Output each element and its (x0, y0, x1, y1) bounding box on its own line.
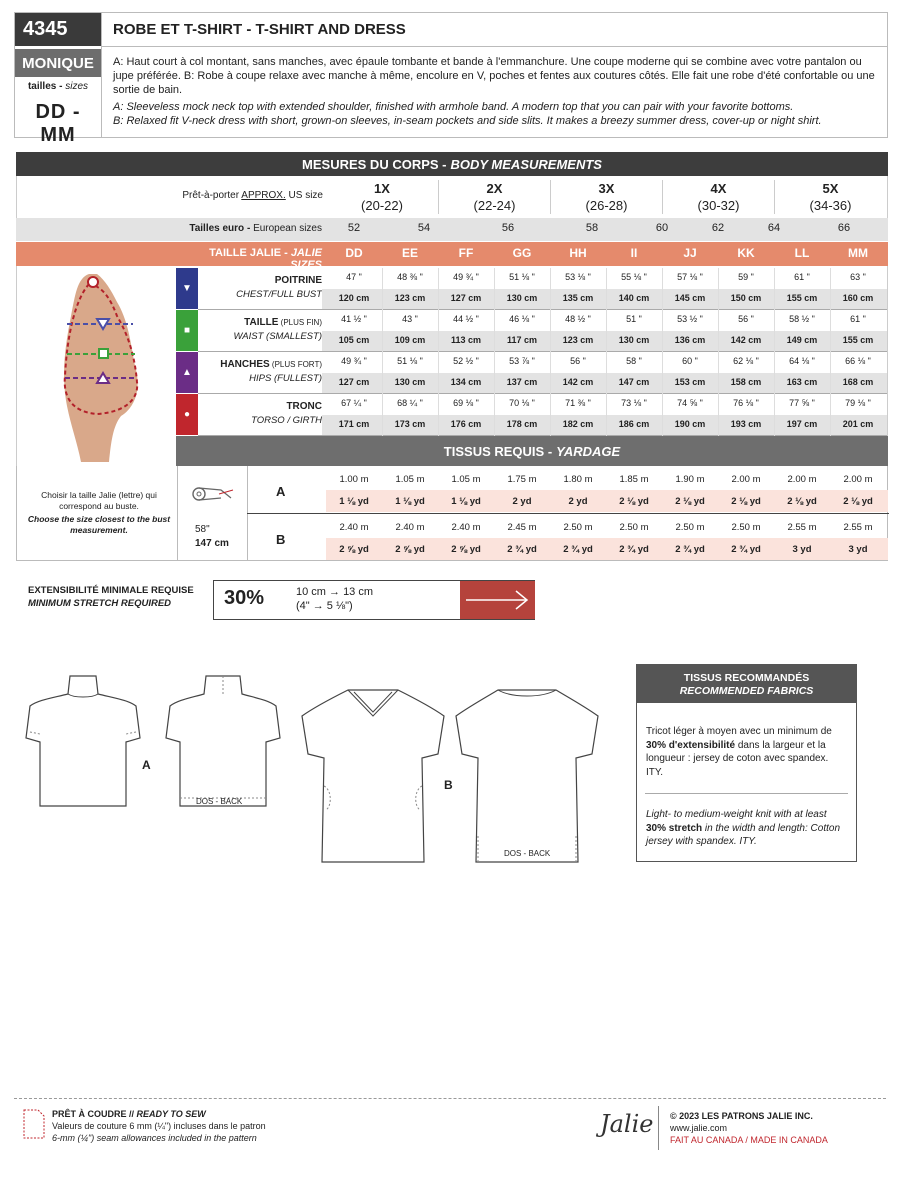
pattern-number: 4345 (15, 13, 101, 46)
inch-value: 43 " (402, 314, 418, 324)
cm-value: 130 cm (506, 293, 538, 303)
header-divider (101, 13, 102, 137)
yardage-yd: 2 ⅛ yd (787, 496, 817, 507)
fabrics-title-fr: TISSUS RECOMMANDÉS (683, 672, 810, 684)
inch-value: 51 " (626, 314, 642, 324)
stretch-values (296, 585, 373, 613)
inch-value: 53 ⅛ " (565, 272, 591, 282)
euro-size-52: 52 (347, 222, 361, 234)
body-figure-svg (17, 266, 177, 466)
inch-value: 68 ¼ " (397, 398, 423, 408)
size-range: DD - MM (35, 101, 81, 146)
fabric-width-in: 58" (195, 524, 210, 535)
cm-value: 186 cm (618, 419, 650, 429)
yardage-m: 2.50 m (563, 522, 593, 533)
column-divider (718, 268, 719, 436)
cm-value: 158 cm (730, 377, 762, 387)
row-name-fr: TAILLE (PLUS FIN) (244, 317, 322, 328)
jalie-logo: Jalie (600, 1110, 654, 1138)
row-name-en: WAIST (SMALLEST) (233, 331, 322, 342)
yardage-m: 1.90 m (675, 474, 705, 485)
yardage-m: 1.05 m (451, 474, 481, 485)
us-size-3X (550, 180, 662, 214)
drawing-view-b-back (452, 686, 602, 871)
yardage-m: 1.85 m (619, 474, 649, 485)
sizes-label: tailles - sizes (27, 81, 89, 92)
yardage-yd: 2 ¾ yd (675, 544, 705, 555)
fabrics-box (636, 664, 857, 862)
stretch-cm: 10 cm → 13 cm (296, 586, 374, 598)
yardage-yd: 2 ⅛ yd (675, 496, 705, 507)
column-divider (774, 268, 775, 436)
us-size-1X (326, 180, 438, 214)
cm-value: 136 cm (674, 335, 706, 345)
euro-size-56: 56 (501, 222, 515, 234)
yardage-yd: 1 ⅛ yd (395, 496, 425, 507)
cm-value: 145 cm (674, 293, 706, 303)
us-size-value: 5X (822, 181, 839, 196)
cm-value: 149 cm (786, 335, 818, 345)
us-size-value: 3X (598, 181, 615, 196)
yardage-m: 2.45 m (507, 522, 537, 533)
row-symbol-icon: ■ (176, 310, 198, 351)
pattern-header (14, 12, 888, 146)
inch-value: 71 ⅜ " (565, 398, 591, 408)
yardage-yd: 1 ⅛ yd (451, 496, 481, 507)
yardage-m: 1.05 m (395, 474, 425, 485)
inch-value: 74 ⅝ " (677, 398, 703, 408)
pattern-title: ROBE ET T-SHIRT - T-SHIRT AND DRESS (113, 21, 406, 38)
row-name-en: CHEST/FULL BUST (236, 289, 322, 300)
cm-value: 109 cm (394, 335, 426, 345)
yardage-m: 2.50 m (731, 522, 761, 533)
stretch-gauge (213, 580, 535, 620)
yardage-yd: 2 yd (568, 496, 588, 507)
cm-value: 155 cm (842, 335, 874, 345)
jalie-size-label: TAILLE JALIE - JALIE SIZES (209, 247, 322, 271)
inch-value: 48 ⅜ " (397, 272, 423, 282)
yardage-m: 1.00 m (339, 474, 369, 485)
column-divider (606, 268, 607, 436)
arrow-right-icon (460, 581, 535, 619)
inch-value: 60 " (682, 356, 698, 366)
inch-value: 61 " (850, 314, 866, 324)
jalie-size-II: II (630, 246, 638, 260)
cm-value: 130 cm (618, 335, 650, 345)
row-label-0 (198, 274, 322, 302)
euro-size-58: 58 (585, 222, 599, 234)
view-b-label: B (444, 778, 453, 792)
cm-value: 127 cm (338, 377, 370, 387)
jalie-size-MM: MM (848, 246, 868, 260)
yardage-yd: 2 yd (512, 496, 532, 507)
drawing-view-a-front (18, 672, 148, 817)
cm-value: 150 cm (730, 293, 762, 303)
stretch-percent: 30% (224, 587, 265, 609)
euro-size-60: 60 (655, 222, 669, 234)
back-label-b: DOS - BACK (504, 849, 551, 858)
inch-value: 76 ⅛ " (733, 398, 759, 408)
footer-company (670, 1110, 828, 1146)
us-size-range: (22-24) (473, 198, 516, 213)
inch-value: 57 ⅛ " (677, 272, 703, 282)
jalie-size-FF: FF (458, 246, 474, 260)
footer-vdivider (658, 1106, 659, 1150)
inch-value: 62 ⅛ " (733, 356, 759, 366)
inch-value: 46 ⅛ " (509, 314, 535, 324)
cm-value: 201 cm (842, 419, 874, 429)
cm-value: 147 cm (618, 377, 650, 387)
measurements-title: MESURES DU CORPS - BODY MEASUREMENTS (16, 152, 888, 176)
cm-value: 178 cm (506, 419, 538, 429)
instructions-fr: Choisir la taille Jalie (lettre) qui correspond au buste. (41, 490, 157, 511)
jalie-size-GG: GG (512, 246, 532, 260)
yardage-instructions (27, 490, 171, 536)
inch-value: 44 ½ " (453, 314, 479, 324)
inch-value: 41 ½ " (341, 314, 367, 324)
yardage-yd: 2 ⅛ yd (843, 496, 873, 507)
row-label-3 (198, 400, 322, 428)
yardage-yd: 1 ⅛ yd (339, 496, 369, 507)
inch-value: 69 ⅛ " (453, 398, 479, 408)
made-in-canada: FAIT AU CANADA / MADE IN CANADA (670, 1135, 828, 1145)
row-symbol-icon: ▲ (176, 352, 198, 393)
jalie-size-EE: EE (401, 246, 418, 260)
cm-value: 176 cm (450, 419, 482, 429)
cm-value: 155 cm (786, 293, 818, 303)
euro-size-label: Tailles euro - European sizes (189, 223, 322, 234)
pattern-description (113, 55, 883, 131)
row-label-1 (198, 316, 322, 344)
row-name-en: TORSO / GIRTH (251, 415, 322, 426)
column-divider (662, 268, 663, 436)
yardage-yd: 2 ¾ yd (619, 544, 649, 555)
row-divider (198, 435, 888, 436)
description-fr: A: Haut court à col montant, sans manches, avec épaule tombante et bande à l'emmanchure. Une coupe moderne qui se combine avec votre pantalon ou jupe préférée. B: Robe à coupe relaxe avec manche à même, encolure en V, poches et fentes aux coutures côtés. Elle fait une robe d'été confortable ou une sortie de bain. (113, 56, 875, 96)
cm-value: 117 cm (506, 335, 538, 345)
body-figure (16, 266, 176, 466)
fabric-roll-icon (191, 484, 235, 509)
row-divider (198, 351, 888, 352)
cm-value: 134 cm (450, 377, 482, 387)
inch-value: 51 ⅛ " (397, 356, 423, 366)
pattern-name: MONIQUE (15, 49, 101, 77)
cm-value: 140 cm (618, 293, 650, 303)
jalie-size-DD: DD (345, 246, 363, 260)
cm-value: 160 cm (842, 293, 874, 303)
description-en-a: A: Sleeveless mock neck top with extended shoulder, finished with armhole band. A modern top that you can pair with your favorite bottoms. (113, 101, 794, 113)
yardage-m: 2.55 m (787, 522, 817, 533)
inch-value: 79 ⅛ " (845, 398, 871, 408)
inch-value: 49 ¾ " (341, 356, 367, 366)
fabric-width-cm: 147 cm (195, 538, 229, 549)
yardage-m: 2.40 m (339, 522, 369, 533)
yardage-m: 2.40 m (451, 522, 481, 533)
inch-value: 73 ⅛ " (621, 398, 647, 408)
inch-value: 51 ⅛ " (509, 272, 535, 282)
yardage-m: 2.50 m (675, 522, 705, 533)
cm-value: 120 cm (338, 293, 370, 303)
drawing-view-b-front (298, 686, 448, 871)
inch-value: 52 ½ " (453, 356, 479, 366)
instructions-en: Choose the size closest to the bust measurement. (27, 514, 171, 535)
inch-value: 53 ⅞ " (509, 356, 535, 366)
inch-value: 63 " (850, 272, 866, 282)
jalie-size-LL: LL (794, 246, 810, 260)
column-divider (494, 268, 495, 436)
cm-value: 182 cm (562, 419, 594, 429)
cm-value: 135 cm (562, 293, 594, 303)
yardage-view-B: B (276, 532, 286, 547)
yardage-row-divider (247, 513, 889, 514)
yardage-yd: 2 ¾ yd (507, 544, 537, 555)
us-size-value: 2X (486, 181, 503, 196)
yardage-yd: 2 ¾ yd (731, 544, 761, 555)
yardage-yd: 2 ¾ yd (563, 544, 593, 555)
yardage-yd: 2 ⅛ yd (731, 496, 761, 507)
us-size-range: (30-32) (697, 198, 740, 213)
euro-size-66: 66 (837, 222, 851, 234)
jalie-size-KK: KK (737, 246, 755, 260)
title-divider (102, 46, 888, 47)
column-divider (550, 268, 551, 436)
row-name-fr: TRONC (286, 401, 322, 412)
euro-size-54: 54 (417, 222, 431, 234)
row-name-fr: POITRINE (274, 275, 322, 286)
pattern-piece-icon (20, 1108, 46, 1145)
yardage-divider (177, 466, 178, 561)
us-size-value: 1X (374, 181, 390, 196)
us-size-range: (20-22) (361, 198, 403, 213)
inch-value: 77 ⅝ " (789, 398, 815, 408)
copyright: © 2023 LES PATRONS JALIE INC. (670, 1111, 813, 1121)
seam-fr: Valeurs de couture 6 mm (¼") incluses dans le patron (52, 1121, 266, 1131)
inch-value: 67 ¼ " (341, 398, 367, 408)
us-size-range: (26-28) (585, 198, 628, 213)
fabrics-fr: Tricot léger à moyen avec un minimum de 30% d'extensibilité dans la largeur et la longueur : jersey de coton avec spandex. ITY. (646, 726, 832, 778)
footer-seam-info: PRÊT À COUDRE // READY TO SEW Valeurs de couture 6 mm (¼") incluses dans le patron 6-mm (¼") seam allowances included in the pattern (52, 1109, 266, 1143)
column-divider (382, 268, 383, 436)
inch-value: 58 " (626, 356, 642, 366)
cm-value: 168 cm (842, 377, 874, 387)
cm-value: 193 cm (730, 419, 762, 429)
inch-value: 53 ½ " (677, 314, 703, 324)
row-name-en: HIPS (FULLEST) (249, 373, 322, 384)
seam-en: 6-mm (¼") seam allowances included in the pattern (52, 1133, 257, 1143)
yardage-yd: 2 ⅝ yd (339, 544, 369, 555)
jalie-size-JJ: JJ (683, 246, 697, 260)
row-name-fr: HANCHES (PLUS FORT) (220, 359, 322, 370)
cm-value: 105 cm (338, 335, 370, 345)
stretch-label-fr: EXTENSIBILITÉ MINIMALE REQUISE (28, 585, 194, 596)
inch-value: 56 " (570, 356, 586, 366)
measurements-section (16, 152, 888, 176)
website-link[interactable]: www.jalie.com (670, 1123, 728, 1133)
cm-value: 142 cm (562, 377, 594, 387)
us-size-value: 4X (710, 181, 727, 196)
inch-value: 61 " (794, 272, 810, 282)
cm-value: 142 cm (730, 335, 762, 345)
cm-value: 171 cm (338, 419, 370, 429)
cm-value: 130 cm (394, 377, 426, 387)
yardage-yd: 2 ⅛ yd (619, 496, 649, 507)
yardage-yd: 2 ⅝ yd (451, 544, 481, 555)
cm-value: 197 cm (786, 419, 818, 429)
yardage-yd: 3 yd (848, 544, 868, 555)
cm-value: 137 cm (506, 377, 538, 387)
row-symbol-icon: ● (176, 394, 198, 435)
back-label-a: DOS - BACK (196, 797, 243, 806)
inch-value: 47 " (346, 272, 362, 282)
yardage-yd: 3 yd (792, 544, 812, 555)
inch-value: 48 ½ " (565, 314, 591, 324)
drawing-view-a-back (158, 672, 288, 817)
inch-value: 66 ⅛ " (845, 356, 871, 366)
inch-value: 56 " (738, 314, 754, 324)
yardage-title: TISSUS REQUIS - YARDAGE (176, 436, 888, 466)
us-size-5X (774, 180, 886, 214)
stretch-arrow (460, 581, 535, 619)
cm-value: 123 cm (562, 335, 594, 345)
table-right-border (887, 266, 888, 436)
cm-value: 127 cm (450, 293, 482, 303)
view-a-label: A (142, 758, 151, 772)
yardage-m: 2.00 m (787, 474, 817, 485)
row-label-2 (198, 358, 322, 386)
yardage-m: 1.75 m (507, 474, 537, 485)
row-symbol-icon: ▼ (176, 268, 198, 309)
euro-size-64: 64 (767, 222, 781, 234)
yardage-m: 2.00 m (843, 474, 873, 485)
fabrics-title (637, 665, 856, 703)
yardage-m: 2.55 m (843, 522, 873, 533)
yardage-m: 2.40 m (395, 522, 425, 533)
yardage-view-A: A (276, 484, 286, 499)
column-divider (438, 268, 439, 436)
yardage-yd: 2 ⅝ yd (395, 544, 425, 555)
inch-value: 55 ⅛ " (621, 272, 647, 282)
yardage-m: 2.00 m (731, 474, 761, 485)
inch-value: 70 ⅛ " (509, 398, 535, 408)
cm-value: 123 cm (394, 293, 426, 303)
cm-value: 163 cm (786, 377, 818, 387)
us-size-label: Prêt-à-porter APPROX. US size (182, 190, 323, 201)
fabrics-title-en: RECOMMENDED FABRICS (679, 685, 814, 697)
inch-value: 59 " (738, 272, 754, 282)
jalie-size-HH: HH (569, 246, 587, 260)
stretch-label (28, 584, 194, 610)
cm-value: 173 cm (394, 419, 426, 429)
us-size-4X (662, 180, 774, 214)
yardage-m: 1.80 m (563, 474, 593, 485)
inch-value: 58 ½ " (789, 314, 815, 324)
column-divider (830, 268, 831, 436)
row-divider (198, 393, 888, 394)
cm-value: 113 cm (450, 335, 482, 345)
cm-value: 190 cm (674, 419, 706, 429)
yardage-m: 2.50 m (619, 522, 649, 533)
euro-size-62: 62 (711, 222, 725, 234)
inch-value: 49 ¾ " (453, 272, 479, 282)
stretch-label-en: MINIMUM STRETCH REQUIRED (28, 598, 172, 609)
stretch-inch: (4" → 5 ⅛") (296, 600, 353, 612)
footer-divider (14, 1098, 886, 1099)
cm-value: 153 cm (674, 377, 706, 387)
description-en-b: B: Relaxed fit V-neck dress with short, grown-on sleeves, in-seam pockets and side slits. It makes a breezy summer dress, cover-up or night shirt. (113, 115, 822, 127)
inch-value: 64 ⅛ " (789, 356, 815, 366)
fabrics-en: Light- to medium-weight knit with at least 30% stretch in the width and length: Cotton jersey with spandex. ITY. (646, 809, 841, 847)
us-size-2X (438, 180, 550, 214)
row-divider (198, 309, 888, 310)
us-size-range: (34-36) (809, 198, 852, 213)
